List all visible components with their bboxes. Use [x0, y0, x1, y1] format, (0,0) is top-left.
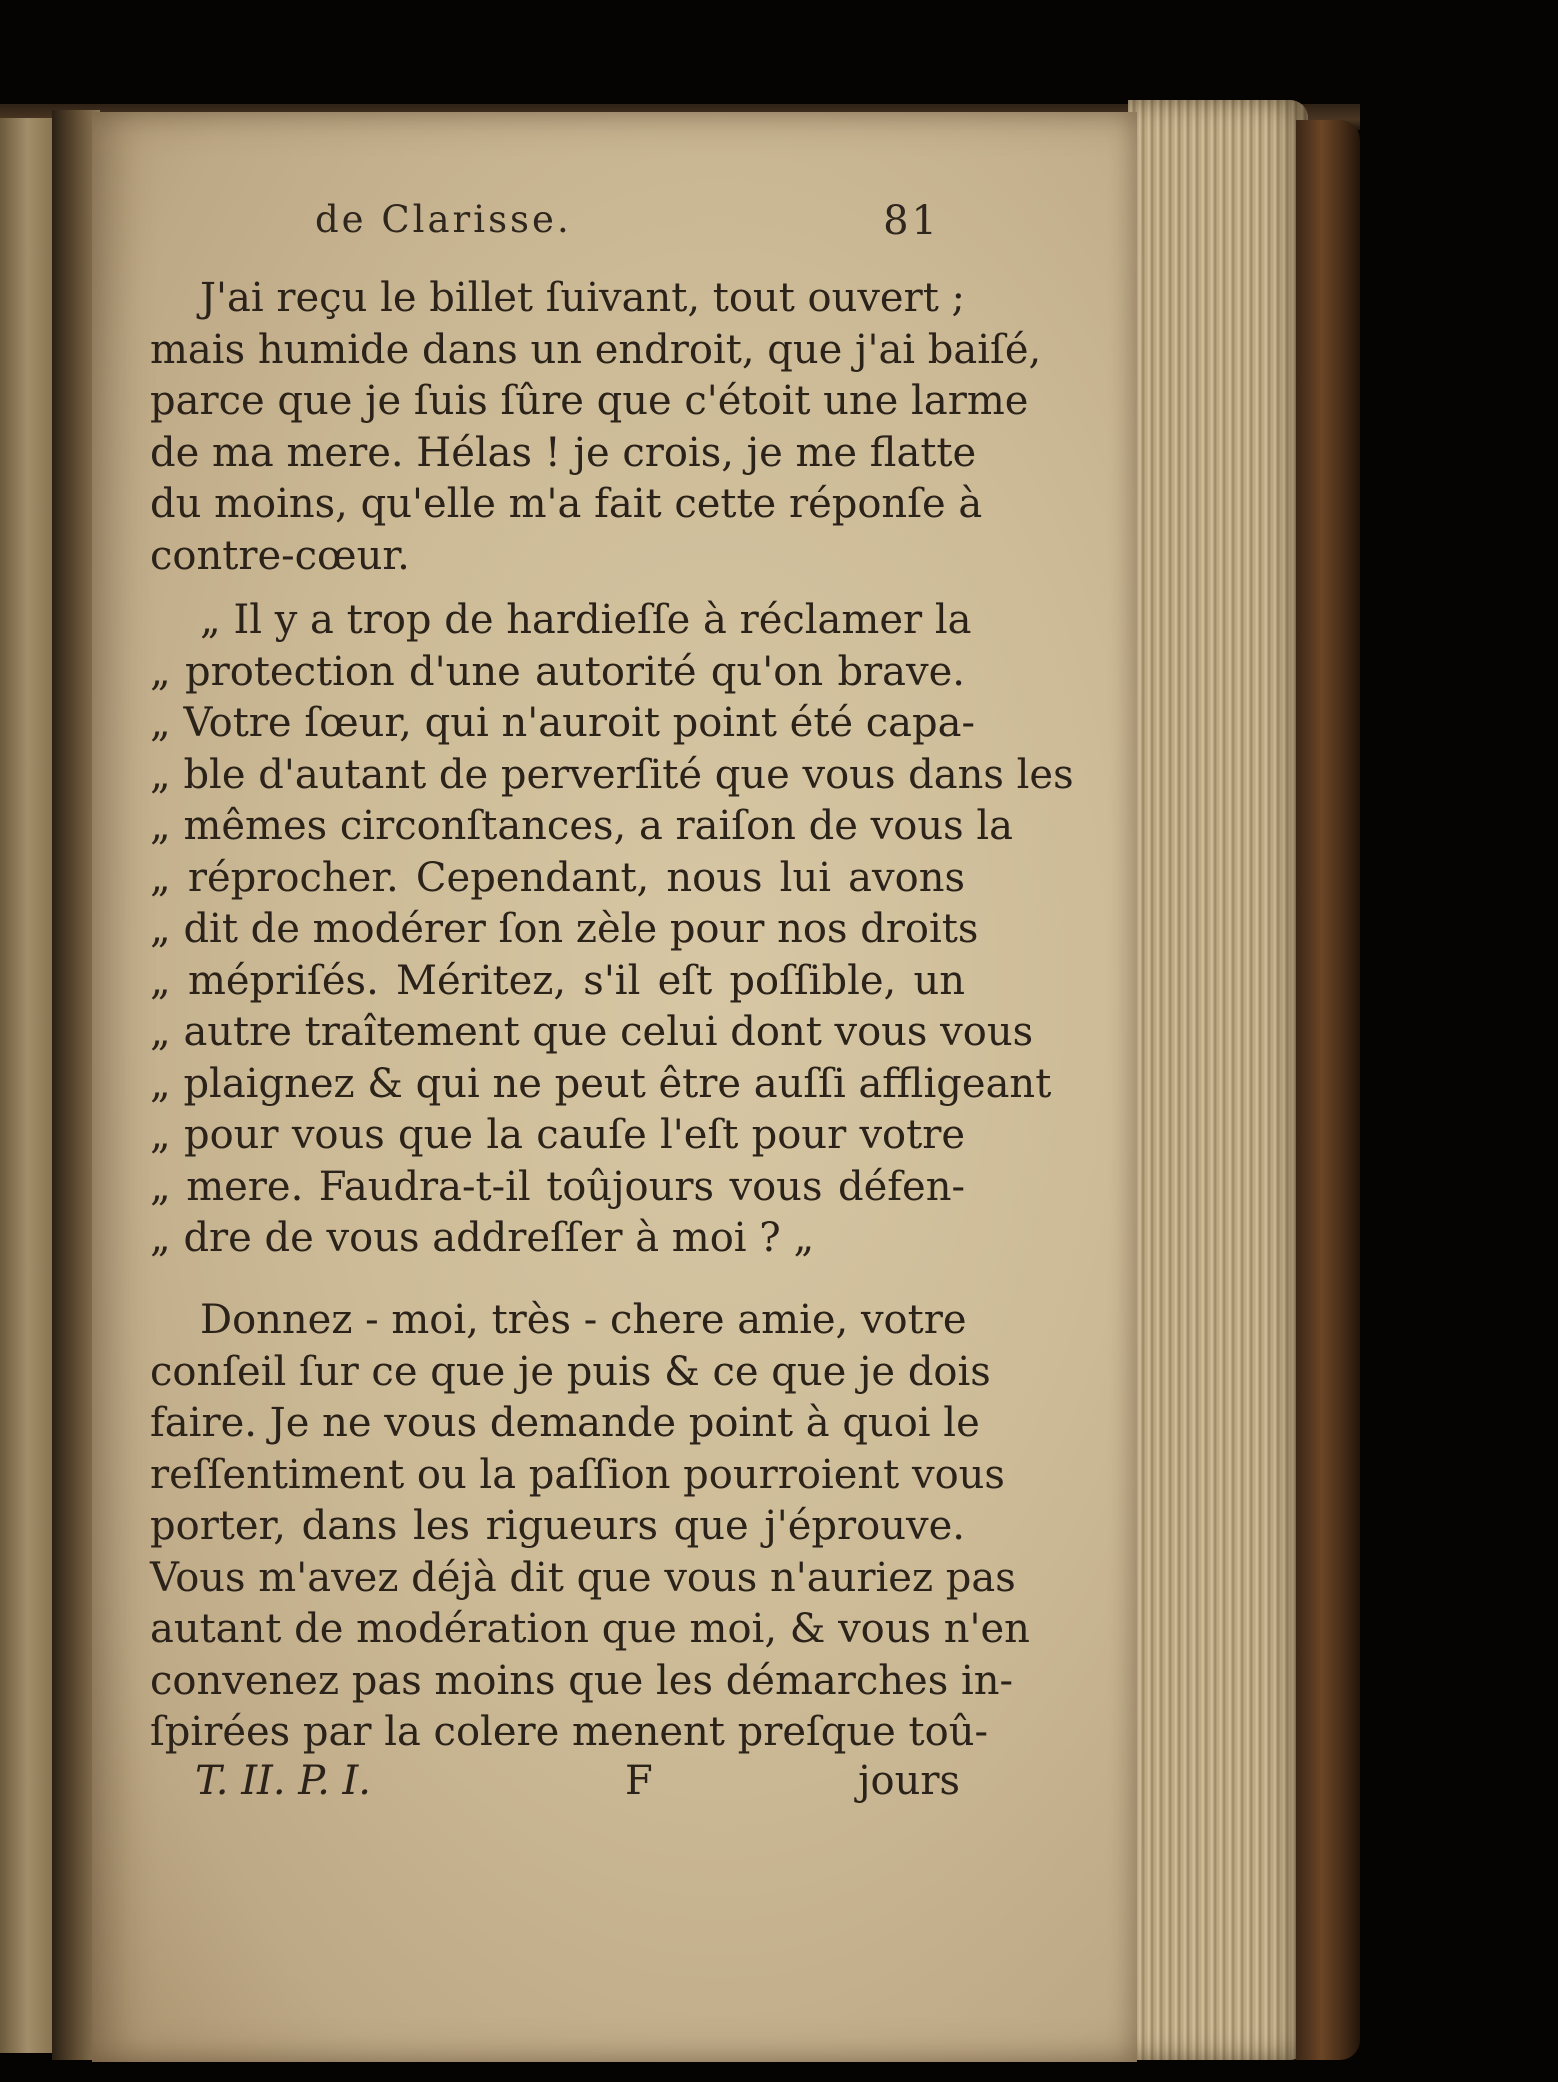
text-line: de ma mere. Hélas ! je crois, je me flatte	[150, 429, 977, 476]
text-line: „ mere. Faudra-t-il toûjours vous défen-	[150, 1163, 965, 1210]
signature-line	[195, 1758, 960, 1808]
book-binding	[1296, 120, 1360, 2060]
text-line: „ ble d'autant de perverſité que vous dans les	[150, 751, 1074, 798]
text-line: „ dit de modérer ſon zèle pour nos droits	[150, 906, 979, 952]
text-line: parce que je ſuis ſûre que c'étoit une larme	[150, 378, 1029, 424]
text-line: du moins, qu'elle m'a fait cette réponſe à	[150, 481, 983, 527]
text-line: autant de modération que moi, & vous n'en	[150, 1606, 1030, 1652]
text-line: „ mépriſés. Méritez, s'il eſt poſſible, un	[150, 957, 965, 1004]
signature-mark: F	[625, 1758, 653, 1804]
running-title: de Clarisse.	[315, 198, 572, 241]
text-line: faire. Je ne vous demande point à quoi le	[150, 1400, 980, 1446]
volume-mark: T. II. P. I.	[195, 1758, 372, 1804]
text-line: ſpirées par la colere menent preſque toû-	[150, 1709, 988, 1755]
text-line: J'ai reçu le billet ſuivant, tout ouvert ;	[200, 275, 965, 321]
paragraph-1	[150, 273, 1042, 582]
text-line: Donnez - moi, très - chere amie, votre	[200, 1297, 967, 1343]
text-line: „ mêmes circonſtances, a raiſon de vous la	[150, 803, 1013, 849]
page-fore-edge	[1128, 100, 1308, 2060]
text-line: Vous m'avez déjà dit que vous n'auriez pas	[150, 1554, 1016, 1601]
text-line: „ pour vous que la cauſe l'eſt pour votre	[150, 1112, 965, 1158]
catchword: jours	[858, 1758, 960, 1804]
running-head	[175, 198, 950, 258]
text-line: contre-cœur.	[150, 532, 410, 579]
text-line: „ Il y a trop de hardieſſe à réclamer la	[200, 597, 972, 643]
page-number: 81	[883, 198, 940, 244]
text-line: „ réprocher. Cependant, nous lui avons	[150, 854, 965, 901]
text-line: conſeil ſur ce que je puis & ce que je dois	[150, 1348, 991, 1395]
paragraph-2-quoted-letter	[150, 595, 1074, 1265]
text-line: „ Votre ſœur, qui n'auroit point été capa-	[150, 700, 975, 746]
paragraph-3	[150, 1295, 1030, 1759]
text-line: „ plaignez & qui ne peut être auſſi affligeant	[150, 1060, 1052, 1107]
text-line: convenez pas moins que les démarches in-	[150, 1657, 1014, 1704]
text-line: reſſentiment ou la paſſion pourroient vous	[150, 1451, 1005, 1498]
text-line: „ protection d'une autorité qu'on brave.	[150, 648, 965, 695]
text-line: mais humide dans un endroit, que j'ai baiſé,	[150, 326, 1042, 373]
text-line: „ autre traîtement que celui dont vous vous	[150, 1009, 1034, 1055]
text-line: porter, dans les rigueurs que j'éprouve.	[150, 1503, 965, 1549]
text-line: „ dre de vous addreſſer à moi ? „	[150, 1215, 815, 1261]
